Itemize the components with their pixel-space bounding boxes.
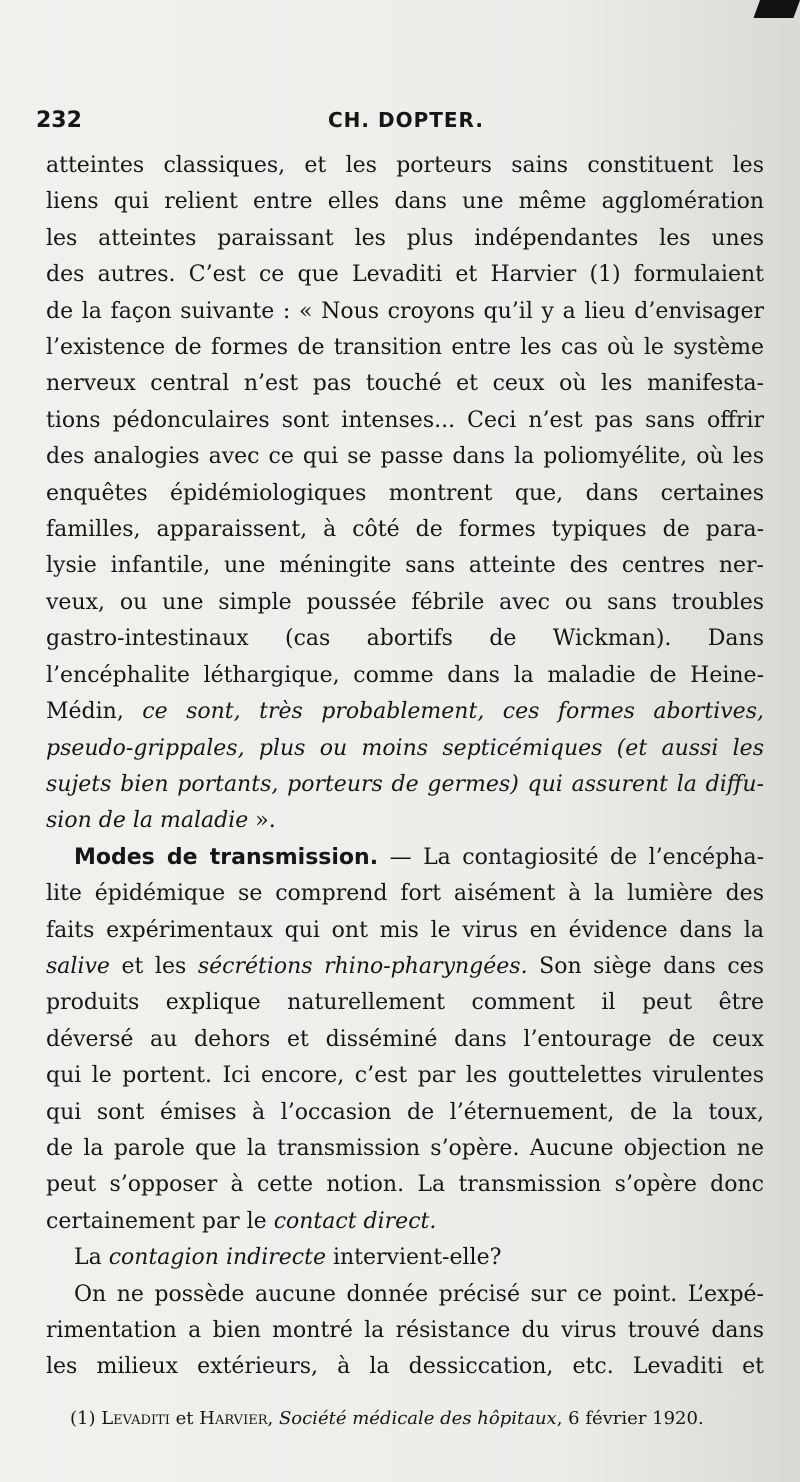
text-span: ,	[267, 1408, 279, 1429]
italic-span: contact direct.	[273, 1208, 437, 1234]
text-line: des autres. C’est ce que Levaditi et Harvier (1) formulaient	[46, 262, 764, 288]
page-header	[36, 108, 766, 138]
footnote-marker: (1)	[70, 1408, 102, 1429]
text-line: enquêtes épidémiologiques montrent que, dans certaines	[46, 480, 764, 506]
footnote-date: , 6 février 1920.	[556, 1408, 704, 1429]
text-line: qui sont émises à l’occasion de l’éternuement, de la toux,	[46, 1099, 764, 1125]
text-line	[46, 1240, 764, 1276]
text-line: l’encéphalite léthargique, comme dans la maladie de Heine-	[46, 662, 764, 688]
page-number: 232	[36, 108, 82, 133]
text-line: peut s’opposer à cette notion. La transmission s’opère donc	[46, 1172, 764, 1198]
italic-span: contagion indirecte	[108, 1245, 326, 1271]
body-text	[46, 148, 764, 1386]
text-span: ».	[248, 808, 276, 834]
text-line: qui le portent. Ici encore, c’est par les gouttelettes virulentes	[46, 1063, 764, 1089]
text-line: les milieux extérieurs, à la dessiccation, etc. Levaditi et	[46, 1354, 764, 1380]
text-line: des analogies avec ce qui se passe dans la poliomyélite, où les	[46, 444, 764, 470]
text-span: Médin,	[46, 699, 124, 725]
italic-span: pseudo-grippales, plus ou moins septicémiques (et aussi les	[46, 735, 764, 761]
running-head: CH. DOPTER.	[328, 108, 484, 132]
paragraph-2	[46, 840, 764, 1240]
text-line	[46, 731, 764, 767]
text-line: de la façon suivante : « Nous croyons qu’il y a lieu d’envisager	[46, 298, 764, 324]
italic-span: salive	[46, 953, 110, 979]
paragraph-4	[46, 1277, 764, 1386]
text-line	[46, 694, 764, 730]
text-line: veux, ou une simple poussée fébrile avec ou sans troubles	[46, 589, 764, 615]
text-line	[46, 803, 764, 839]
text-span: — La contagiosité de l’encépha-	[378, 844, 764, 870]
footnote	[70, 1408, 770, 1429]
footnote-author: Levaditi	[101, 1408, 170, 1429]
text-span: Son siège dans ces	[527, 953, 765, 979]
section-heading: Modes de transmission.	[74, 844, 379, 870]
italic-span: sujets bien portants, porteurs de germes) qui assurent la diffu-	[46, 771, 764, 797]
text-line	[46, 949, 764, 985]
italic-span: sécrétions rhino-pharyngées.	[197, 953, 528, 979]
footnote-journal: Société médicale des hôpitaux	[278, 1408, 557, 1429]
paragraph-1	[46, 148, 764, 840]
text-line: faits expérimentaux qui ont mis le virus en évidence dans la	[46, 917, 764, 943]
text-line	[46, 767, 764, 803]
text-line	[46, 1204, 764, 1240]
text-line: lysie infantile, une méningite sans atteinte des centres ner-	[46, 553, 764, 579]
text-line: déversé au dehors et disséminé dans l’entourage de ceux	[46, 1026, 764, 1052]
text-line: atteintes classiques, et les porteurs sains constituent les	[46, 153, 764, 178]
text-line: les atteintes paraissant les plus indépendantes les unes	[46, 225, 764, 251]
text-line: rimentation a bien montré la résistance du virus trouvé dans	[46, 1318, 764, 1343]
text-span: certainement par le	[46, 1208, 274, 1234]
text-span: et les	[109, 953, 198, 979]
text-line: produits explique naturellement comment il peut être	[46, 990, 764, 1016]
footnote-author: Harvier	[199, 1408, 268, 1429]
text-line: tions pédonculaires sont intenses... Ceci n’est pas sans offrir	[46, 407, 764, 433]
text-line: l’existence de formes de transition entre les cas où le système	[46, 335, 764, 361]
text-line: gastro-intestinaux (cas abortifs de Wickman). Dans	[46, 626, 764, 652]
text-span: La	[74, 1245, 109, 1271]
text-span: intervient-elle?	[325, 1245, 502, 1271]
paragraph-3	[46, 1240, 764, 1276]
text-line: de la parole que la transmission s’opère. Aucune objection ne	[46, 1135, 764, 1161]
text-line: familles, apparaissent, à côté de formes typiques de para-	[46, 517, 764, 543]
text-line: nerveux central n’est pas touché et ceux où les manifesta-	[46, 371, 764, 397]
italic-span: sion de la maladie	[46, 808, 249, 834]
scan-shadow	[753, 0, 800, 18]
text-span: et	[169, 1408, 200, 1429]
text-line: lite épidémique se comprend fort aisément à la lumière des	[46, 881, 764, 907]
text-line: liens qui relient entre elles dans une même agglomération	[46, 189, 764, 215]
text-line: On ne possède aucune donnée précisé sur ce point. L’expé-	[74, 1281, 764, 1307]
italic-span: ce sont, très probablement, ces formes abortives,	[142, 699, 764, 725]
text-line	[46, 840, 764, 876]
